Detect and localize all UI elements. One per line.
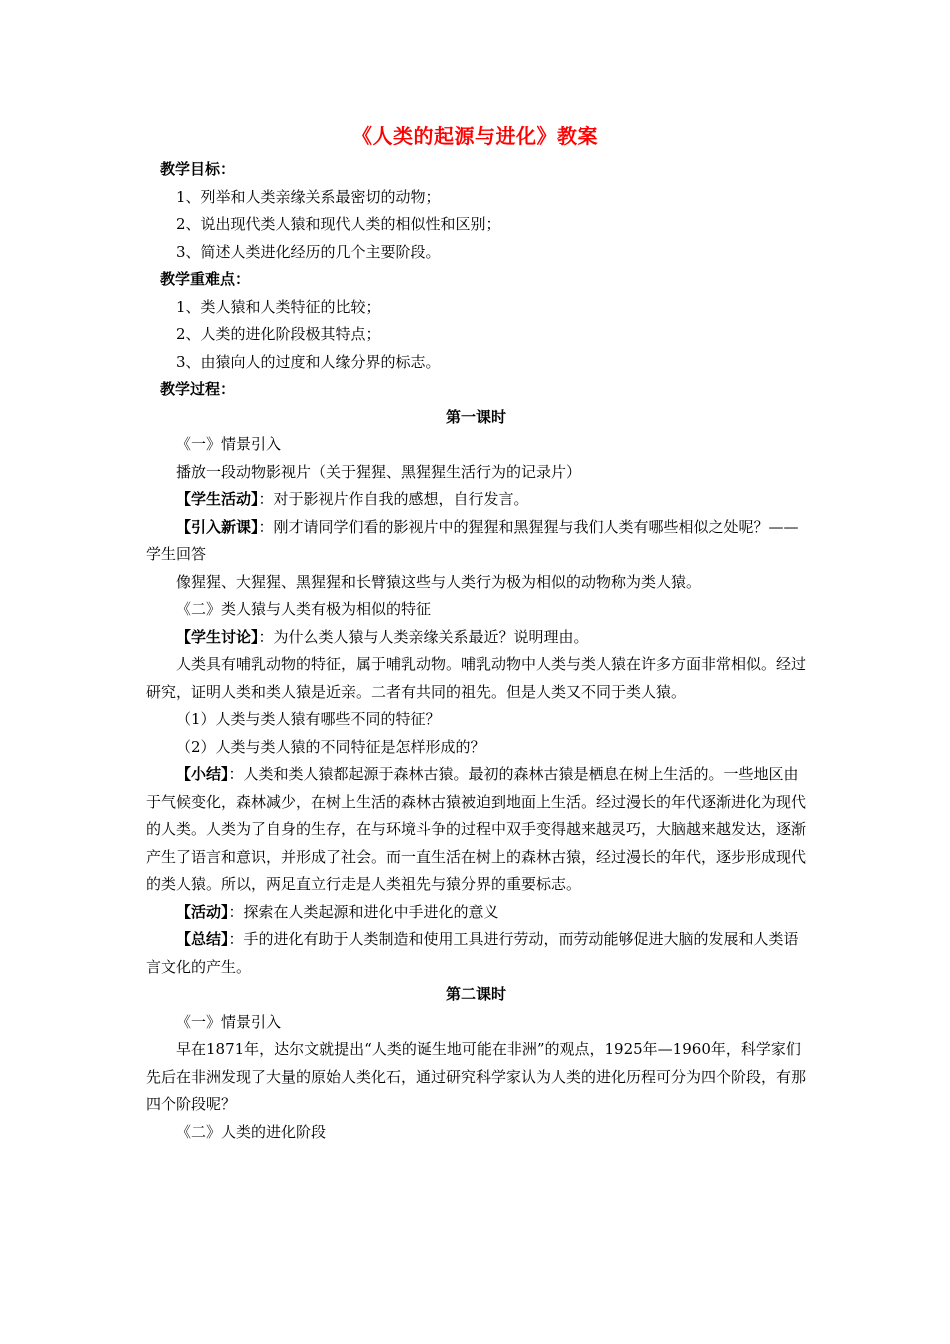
- paragraph: [146, 926, 806, 981]
- section-heading: 《一》情景引入: [176, 1012, 282, 1031]
- tag-label: 【学生活动】: [176, 490, 259, 508]
- lesson1-heading: 第一课时: [445, 407, 506, 426]
- tag-label: 【引入新课】: [176, 517, 259, 536]
- key-point-item: 2、人类的进化阶段极其特点；: [176, 325, 381, 343]
- tag-text: ：探索在人类起源和进化中手进化的意义: [228, 902, 499, 921]
- process-heading: 教学过程：: [160, 380, 236, 398]
- section-heading: 《二》人类的进化阶段: [176, 1122, 327, 1141]
- key-point-item: 3、由猿向人的过度和人缘分界的标志。: [176, 352, 441, 371]
- paragraph: 播放一段动物影视片（关于猩猩、黑猩猩生活行为的记录片）: [176, 462, 582, 481]
- goal-item: 3、简述人类进化经历的几个主要阶段。: [176, 242, 441, 261]
- tag-label: 【活动】: [176, 902, 229, 921]
- goals-heading: 教学目标：: [160, 160, 236, 178]
- paragraph: [146, 514, 806, 569]
- tag-label: 【小结】: [176, 765, 229, 783]
- paragraph: [146, 761, 806, 899]
- paragraph: [146, 624, 806, 652]
- section-heading: 《二》类人猿与人类有极为相似的特征: [176, 600, 432, 618]
- document-title: 《人类的起源与进化》教案: [352, 124, 598, 148]
- tag-text: ：手的进化有助于人类制造和使用工具进行劳动，而劳动能够促进大脑的发展和人类语言文化的产生。: [146, 930, 799, 976]
- paragraph: [146, 486, 806, 514]
- tag-label: 【学生讨论】: [176, 627, 259, 646]
- tag-label: 【总结】: [176, 930, 229, 948]
- goal-item: 2、说出现代类人猿和现代人类的相似性和区别；: [176, 215, 501, 233]
- paragraph: 人类具有哺乳动物的特征，属于哺乳动物。哺乳动物中人类与类人猿在许多方面非常相似。经过研究，证明人类和类人猿是近亲。二者有共同的祖先。但是人类又不同于类人猿。: [146, 655, 807, 701]
- document-body: [146, 156, 806, 1146]
- question-item: （2）人类与类人猿的不同特征是怎样形成的？: [176, 737, 486, 756]
- tag-text: ：人类和类人猿都起源于森林古猿。最初的森林古猿是栖息在树上生活的。一些地区由于气候变化，森林减少，在树上生活的森林古猿被迫到地面上生活。经过漫长的年代逐渐进化为现代的人类。人类为了自身的生存，在与环境斗争的过程中双手变得越来越灵巧，大脑越来越发达，逐渐产生了语言和意识，并形成了社会。而一直生活在树上的森林古猿，经过漫长的年代，逐步形成现代的类人猿。所以，两足直立行走是人类祖先与猿分界的重要标志。: [146, 765, 807, 893]
- paragraph: 像猩猩、大猩猩、黑猩猩和长臂猿这些与人类行为极为相似的动物称为类人猿。: [176, 572, 702, 591]
- goal-item: 1、列举和人类亲缘关系最密切的动物；: [176, 187, 441, 206]
- tag-text: ：对于影视片作自我的感想，自行发言。: [258, 490, 529, 508]
- lesson2-heading: 第二课时: [445, 985, 506, 1003]
- paragraph: 早在1871年，达尔文就提出“人类的诞生地可能在非洲”的观点，1925年—1960年，科学家们先后在非洲发现了大量的原始人类化石，通过研究科学家认为人类的进化历程可分为四个阶段，有那四个阶段呢？: [146, 1040, 807, 1113]
- question-item: （1）人类与类人猿有哪些不同的特征？: [176, 710, 441, 728]
- tag-text: ：刚才请同学们看的影视片中的猩猩和黑猩猩与我们人类有哪些相似之处呢？——学生回答: [146, 517, 799, 563]
- key-point-item: 1、类人猿和人类特征的比较；: [176, 297, 381, 316]
- section-heading: 《一》情景引入: [176, 435, 282, 453]
- key-points-heading: 教学重难点：: [160, 270, 251, 288]
- paragraph: [146, 899, 806, 927]
- tag-text: ：为什么类人猿与人类亲缘关系最近？说明理由。: [258, 627, 589, 646]
